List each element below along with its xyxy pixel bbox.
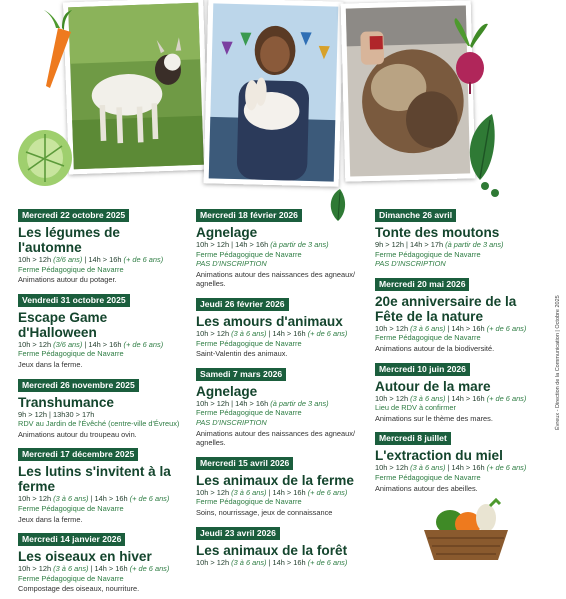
leaf-icon [462,112,498,182]
age-range: (+ de 6 ans) [123,255,164,264]
event-hours [196,399,366,409]
event-date: Vendredi 31 octobre 2025 [18,294,130,307]
hours-slot: | 14h > 16h [445,323,485,333]
event-description: Soins, nourrissage, jeux de connaissance [196,507,333,517]
event-description: Jeux dans la ferme. [18,359,83,369]
events-column-2 [196,205,366,572]
event-description: Animations autour du troupeau ovin. [18,429,137,439]
event-hours [375,240,545,250]
age-range: (3 à 6 ans) [53,564,89,574]
event-location: Ferme Pédagogique de Navarre [196,497,302,507]
beet-icon [446,16,492,94]
event-hours [18,410,186,420]
hours-slot: 10h > 12h [375,393,409,403]
event-date-row [18,205,186,223]
hours-slot: | 14h > 16h [88,564,128,574]
event-date-row [18,290,186,308]
event-date: Jeudi 23 avril 2026 [196,527,280,540]
age-range: (+ de 6 ans) [486,463,527,473]
event-date: Mercredi 22 octobre 2025 [18,209,129,222]
event-date-row [18,375,186,393]
event-location: Ferme Pédagogique de Navarre [18,573,124,583]
girl-with-rabbit-photo [204,0,344,187]
event-location: Ferme Pédagogique de Navarre [375,472,481,482]
event-item [196,453,366,518]
event-description: Animations autour de la biodiversité. [375,343,495,353]
event-date: Mercredi 15 avril 2026 [196,457,293,470]
event-date: Samedi 7 mars 2026 [196,368,286,381]
age-range: (+ de 6 ans) [307,557,348,567]
event-title: Les animaux de la forêt [196,542,348,558]
age-range: (à partir de 3 ans) [270,398,329,408]
event-date-row [196,205,366,223]
event-date: Mercredi 20 mai 2026 [375,278,469,291]
age-range: (3 à 6 ans) [53,494,89,504]
event-description: Animations autour du potager. [18,275,117,285]
age-range: (+ de 6 ans) [129,564,170,574]
hours-slot: 10h > 12h [18,339,52,349]
event-date-row [196,453,366,471]
credit-line: Évreux - Direction de la Communication | Octobre 2025 [555,295,561,430]
age-range: (3 à 6 ans) [231,487,267,497]
event-title: Les animaux de la ferme [196,472,354,488]
event-location: Ferme Pédagogique de Navarre [18,503,124,513]
age-range: (+ de 6 ans) [307,328,348,338]
hours-slot: 9h > 12h | 14h > 17h [375,240,444,249]
hours-slot: 10h > 12h | 14h > 16h [196,398,269,408]
event-location: Ferme Pédagogique de Navarre [375,249,481,259]
event-date: Mercredi 14 janvier 2026 [18,533,125,546]
event-hours [196,488,366,498]
event-date: Jeudi 26 février 2026 [196,298,289,311]
hours-slot: | 14h > 16h [266,328,306,338]
leaf-icon [480,180,502,202]
age-range: (+ de 6 ans) [486,393,527,403]
hours-slot: | 14h > 16h [445,393,485,403]
event-date-row [375,428,545,446]
event-item [375,428,545,493]
event-date-row [18,444,186,462]
event-date-row [196,294,366,312]
hours-slot: 10h > 12h [375,323,409,333]
hours-slot: 10h > 12h [18,564,52,574]
event-title: Escape Game d'Halloween [18,309,108,340]
event-hours [196,240,366,250]
event-date-row [18,529,186,547]
event-item [196,205,366,289]
event-date-row [375,359,545,377]
age-range: (3/6 ans) [53,339,83,349]
event-description: Animations autour des naissances des agneaux/ agnelles. [196,269,355,289]
event-date-row [375,205,545,223]
cabbage-icon [16,122,74,188]
event-location: Ferme Pédagogique de Navarre [196,408,302,418]
hours-slot: 10h > 12h [196,328,230,338]
event-item [375,274,545,354]
age-range: (3 à 6 ans) [410,463,446,473]
event-date: Mercredi 8 juillet [375,432,451,445]
event-item [375,359,545,424]
age-range: (3/6 ans) [53,255,83,264]
event-hours [196,329,366,339]
event-description: Jeux dans la ferme. [18,514,83,524]
event-hours [18,255,186,265]
event-hours [18,494,186,504]
event-item [196,523,366,568]
age-range: (à partir de 3 ans) [270,240,329,249]
hours-slot: | 14h > 16h [266,487,306,497]
event-date-row [196,523,366,541]
event-title: Autour de la mare [375,378,491,394]
hours-slot: | 14h > 16h [266,557,306,567]
event-description: Animations sur le thème des mares. [375,413,493,423]
event-title: Les oiseaux en hiver [18,549,152,565]
hours-slot: 9h > 12h | 13h30 > 17h [18,409,95,419]
event-title: L'extraction du miel [375,448,503,464]
event-hours [18,564,186,574]
event-description: Animations autour des abeilles. [375,483,478,493]
hours-slot: 10h > 12h [18,255,52,264]
age-range: (+ de 6 ans) [307,487,348,497]
age-range: (3 à 6 ans) [410,393,446,403]
hours-slot: | 14h > 16h [82,339,122,349]
hours-slot: | 14h > 16h [82,255,122,264]
age-range: (+ de 6 ans) [123,339,164,349]
event-item [18,529,186,594]
event-hours [375,324,545,334]
event-title: Les légumes de l'automne [18,225,120,255]
event-date: Mercredi 17 décembre 2025 [18,448,138,461]
age-range: (3 à 6 ans) [410,323,446,333]
age-range: (3 à 6 ans) [231,328,267,338]
event-title: 20e anniversaire de la Fête de la nature [375,293,517,324]
event-title: Tonte des moutons [375,225,500,240]
event-date: Dimanche 26 avril [375,209,456,222]
event-title: Les amours d'animaux [196,313,343,329]
hours-slot: | 14h > 16h [88,494,128,504]
hours-slot: 10h > 12h | 14h > 16h [196,240,269,249]
registration-note: PAS D'INSCRIPTION [375,259,446,269]
hours-slot: 10h > 12h [196,557,230,567]
carrot-icon [36,8,78,90]
event-hours [375,463,545,473]
event-hours [196,558,366,568]
event-date: Mercredi 18 février 2026 [196,209,302,222]
event-date: Mercredi 10 juin 2026 [375,363,470,376]
event-item [375,205,545,269]
event-location: Ferme Pédagogique de Navarre [196,338,302,348]
event-date: Mercredi 26 novembre 2025 [18,379,139,392]
event-item [196,364,366,448]
event-date-row [375,274,545,292]
event-item [18,444,186,524]
event-title: Agnelage [196,383,258,399]
event-description: Animations autour des naissances des agneaux/ agnelles. [196,428,355,448]
event-item [18,290,186,370]
hours-slot: 10h > 12h [18,494,52,504]
event-item [196,294,366,359]
goat-photo [63,0,209,174]
event-title: Agnelage [196,225,258,240]
event-title: Transhumance [18,394,114,410]
age-range: (3 à 6 ans) [231,557,267,567]
hours-slot: | 14h > 16h [445,463,485,473]
event-location: Ferme Pédagogique de Navarre [18,349,124,359]
event-location: Lieu de RDV à confirmer [375,403,456,413]
event-location: RDV au Jardin de l'Évêché (centre-ville d'Évreux) [18,419,180,429]
event-item [18,205,186,285]
age-range: (+ de 6 ans) [129,494,170,504]
hours-slot: 10h > 12h [375,463,409,473]
event-location: Ferme Pédagogique de Navarre [375,333,481,343]
registration-note: PAS D'INSCRIPTION [196,259,267,269]
event-description: Saint-Valentin des animaux. [196,349,288,359]
age-range: (à partir de 3 ans) [445,240,504,249]
registration-note: PAS D'INSCRIPTION [196,417,267,427]
event-location: Ferme Pédagogique de Navarre [18,264,124,274]
vegetable-basket-icon [420,500,512,560]
age-range: (+ de 6 ans) [486,323,527,333]
event-location: Ferme Pédagogique de Navarre [196,249,302,259]
events-column-1 [18,205,186,599]
events-column-3 [375,205,545,498]
event-item [18,375,186,440]
event-hours [18,340,186,350]
event-date-row [196,364,366,382]
event-title: Les lutins s'invitent à la ferme [18,464,171,495]
hours-slot: 10h > 12h [196,487,230,497]
event-description: Compostage des oiseaux, nourriture. [18,584,140,594]
event-hours [375,394,545,404]
